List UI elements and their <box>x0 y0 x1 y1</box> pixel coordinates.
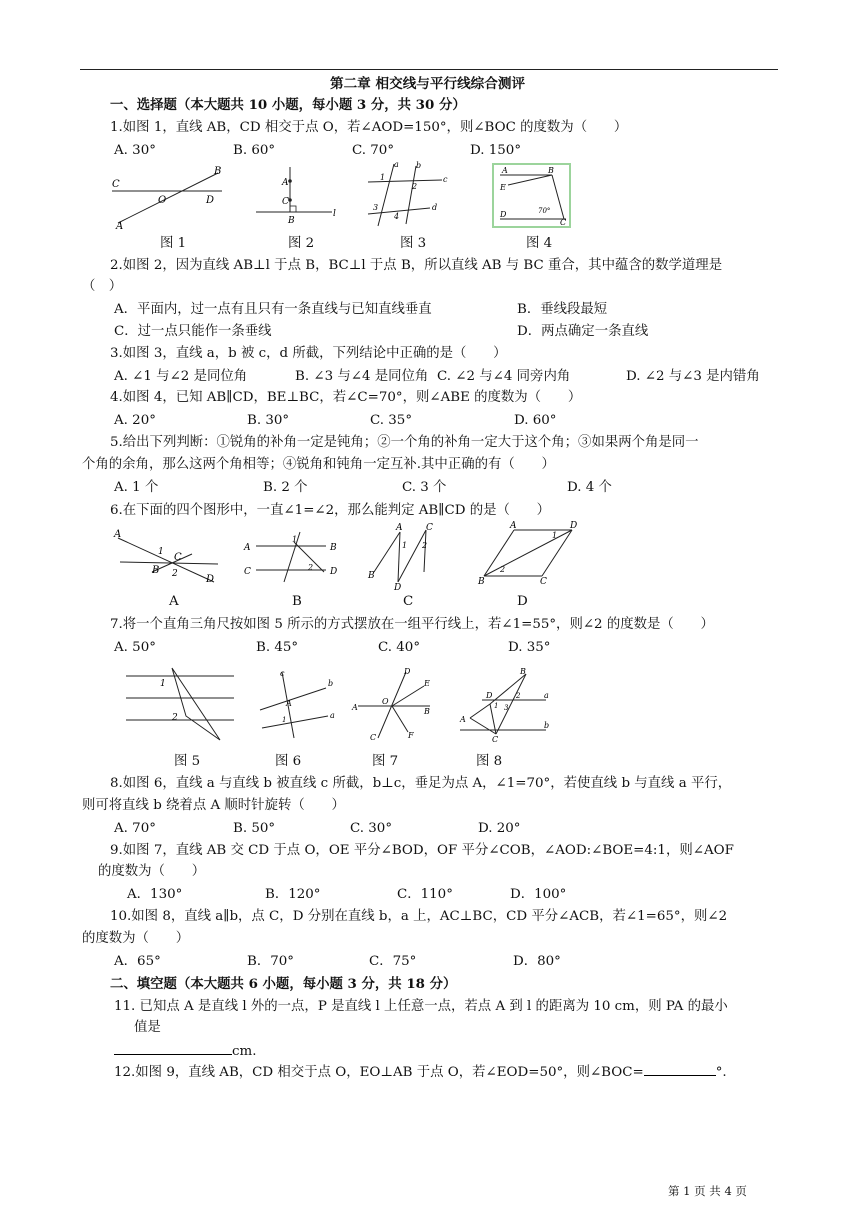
section-2-heading: 二、填空题（本大题共 6 小题，每小题 3 分，共 18 分） <box>110 976 457 992</box>
svg-text:C: C <box>492 735 499 744</box>
svg-text:C: C <box>560 218 567 227</box>
q10-option-a: A．65° <box>114 954 161 969</box>
q5-option-b: B. 2 个 <box>263 480 308 495</box>
svg-text:70°: 70° <box>538 207 551 215</box>
svg-text:C: C <box>174 552 182 563</box>
q1-option-b: B. 60° <box>233 143 276 158</box>
q10-option-b: B．70° <box>247 954 294 969</box>
q2-option-d: D．两点确定一条直线 <box>517 324 649 339</box>
svg-text:C: C <box>112 179 120 190</box>
q10-stem-line-2: 的度数为（ ） <box>82 931 190 946</box>
q6-figure-d <box>474 522 586 588</box>
svg-text:4: 4 <box>394 212 400 221</box>
figure-6 <box>256 668 338 740</box>
q1-option-c: C. 70° <box>352 143 395 158</box>
svg-text:D: D <box>404 667 411 676</box>
q6-stem: 6.在下面的四个图形中，一直∠1=∠2，那么能判定 AB∥CD 的是（ ） <box>110 503 551 518</box>
q4-option-c: C. 35° <box>370 413 413 428</box>
svg-text:C: C <box>244 567 251 577</box>
q3-option-c: C. ∠2 与∠4 同旁内角 <box>437 369 571 384</box>
q2-stem-line-2: （ ） <box>82 279 123 294</box>
svg-text:O: O <box>382 697 389 706</box>
q6-figure-a <box>110 524 226 590</box>
figure-8 <box>456 664 552 744</box>
q6-label-c: C <box>403 594 414 609</box>
svg-text:E: E <box>424 679 430 688</box>
svg-text:1: 1 <box>494 702 499 710</box>
q8-stem-line-1: 8.如图 6，直线 a 与直线 b 被直线 c 所截，b⊥c，垂足为点 A，∠1=70°，若使直线 b 与直线 a 平行， <box>110 776 732 791</box>
svg-text:C: C <box>540 577 547 587</box>
q4-stem: 4.如图 4，已知 AB∥CD，BE⊥BC，若∠C=70°，则∠ABE 的度数为（ ） <box>110 390 582 405</box>
q1-option-d: D. 150° <box>470 143 522 158</box>
svg-text:d: d <box>432 203 438 212</box>
caption-fig-8: 图 8 <box>476 754 503 769</box>
q11-answer-line <box>114 1040 256 1061</box>
svg-text:1: 1 <box>552 531 558 540</box>
svg-text:B: B <box>520 667 526 676</box>
figure-1 <box>110 163 230 231</box>
svg-text:b: b <box>544 721 550 730</box>
q8-option-d: D. 20° <box>478 821 521 836</box>
svg-text:F: F <box>408 731 414 740</box>
q2-stem-line-1: 2.如图 2，因为直线 AB⊥l 于点 B，BC⊥l 于点 B，所以直线 AB 与 BC 重合，其中蕴含的数学道理是 <box>110 258 723 273</box>
svg-text:B: B <box>330 543 337 553</box>
svg-text:3: 3 <box>373 203 379 212</box>
q7-option-d: D. 35° <box>508 640 551 655</box>
svg-text:3: 3 <box>504 704 509 712</box>
q4-option-d: D. 60° <box>514 413 557 428</box>
q1-stem: 1.如图 1，直线 AB，CD 相交于点 O，若∠AOD=150°，则∠BOC 的度数为（ ） <box>110 120 628 135</box>
svg-text:2: 2 <box>516 692 521 700</box>
q12-answer-blank[interactable] <box>644 1061 716 1076</box>
q3-option-a: A. ∠1 与∠2 是同位角 <box>114 369 248 384</box>
q11-unit: cm. <box>232 1044 257 1059</box>
svg-text:A: A <box>244 543 251 553</box>
svg-text:D: D <box>394 583 402 593</box>
svg-text:l: l <box>333 209 336 219</box>
q10-option-d: D．80° <box>513 954 561 969</box>
q6-figure-b <box>242 530 342 582</box>
q2-option-a: A．平面内，过一点有且只有一条直线与已知直线垂直 <box>114 302 432 317</box>
caption-fig-1: 图 1 <box>160 236 187 251</box>
svg-text:b: b <box>328 679 334 688</box>
q11-answer-blank[interactable] <box>114 1040 232 1055</box>
svg-text:1: 1 <box>160 679 166 689</box>
caption-fig-2: 图 2 <box>288 236 315 251</box>
q3-option-b: B. ∠3 与∠4 是同位角 <box>295 369 429 384</box>
figure-7 <box>352 668 432 742</box>
svg-text:A: A <box>502 166 508 175</box>
top-rule <box>80 69 778 70</box>
svg-text:1: 1 <box>282 716 287 724</box>
svg-text:1: 1 <box>380 173 386 182</box>
caption-fig-4: 图 4 <box>526 236 553 251</box>
q8-stem-line-2: 则可将直线 b 绕着点 A 顺时针旋转（ ） <box>82 798 345 813</box>
q3-stem: 3.如图 3，直线 a，b 被 c，d 所截，下列结论中正确的是（ ） <box>110 346 507 361</box>
q5-stem-line-1: 5.给出下列判断：①锐角的补角一定是钝角；②一个角的补角一定大于这个角；③如果两个角是同一 <box>110 435 699 450</box>
q4-option-b: B. 30° <box>247 413 290 428</box>
q9-option-d: D．100° <box>510 887 567 902</box>
svg-text:2: 2 <box>412 182 418 191</box>
q5-option-d: D. 4 个 <box>567 480 612 495</box>
figure-4 <box>492 163 572 229</box>
svg-text:D: D <box>330 567 338 577</box>
q2-option-c: C．过一点只能作一条垂线 <box>114 324 272 339</box>
q12-line <box>114 1061 727 1082</box>
svg-text:D: D <box>486 691 493 700</box>
q10-stem-line-1: 10.如图 8，直线 a∥b，点 C，D 分别在直线 b，a 上，AC⊥BC，CD 平分∠ACB，若∠1=65°，则∠2 <box>110 909 728 924</box>
svg-text:c: c <box>280 669 285 678</box>
q9-stem-line-2: 的度数为（ ） <box>98 864 206 879</box>
svg-text:B: B <box>152 565 160 576</box>
q11-stem-line-2: 值是 <box>134 1020 161 1035</box>
q5-stem-line-2: 个角的余角，那么这两个角相等；④锐角和钝角一定互补.其中正确的有（ ） <box>82 457 555 472</box>
section-1-heading: 一、选择题（本大题共 10 小题，每小题 3 分，共 30 分） <box>110 97 466 113</box>
svg-text:A: A <box>114 529 122 540</box>
svg-text:a: a <box>544 691 549 700</box>
caption-fig-6: 图 6 <box>275 754 302 769</box>
q6-label-b: B <box>292 594 302 609</box>
svg-text:1: 1 <box>158 547 164 557</box>
svg-text:C: C <box>426 523 433 533</box>
q9-stem-line-1: 9.如图 7，直线 AB 交 CD 于点 O，OE 平分∠BOD，OF 平分∠COB，∠AOD:∠BOE=4:1，则∠AOF <box>110 843 734 858</box>
svg-text:b: b <box>416 161 422 170</box>
q11-stem-line-1: 11. 已知点 A 是直线 l 外的一点，P 是直线 l 上任意一点，若点 A 到 l 的距离为 10 cm，则 PA 的最小 <box>114 999 728 1014</box>
svg-text:B: B <box>288 216 295 226</box>
page-footer: 第 1 页 共 4 页 <box>668 1184 747 1198</box>
page-title: 第二章 相交线与平行线综合测评 <box>330 76 526 92</box>
svg-text:2: 2 <box>500 565 506 574</box>
q5-option-c: C. 3 个 <box>402 480 447 495</box>
svg-text:D: D <box>206 574 215 585</box>
svg-text:A: A <box>460 715 466 724</box>
q9-option-b: B．120° <box>265 887 321 902</box>
svg-text:C: C <box>370 733 377 742</box>
q6-figure-c <box>366 523 444 593</box>
svg-text:A: A <box>510 521 517 531</box>
svg-text:O: O <box>158 195 167 206</box>
q7-stem: 7.将一个直角三角尺按如图 5 所示的方式摆放在一组平行线上，若∠1=55°，则∠2 的度数是（ ） <box>110 617 714 632</box>
svg-text:2: 2 <box>172 569 178 579</box>
q2-option-b: B．垂线段最短 <box>517 302 608 317</box>
svg-text:1: 1 <box>292 535 298 544</box>
svg-text:a: a <box>394 160 399 169</box>
q12-stem: 12.如图 9，直线 AB，CD 相交于点 O，EO⊥AB 于点 O，若∠EOD=50°，则∠BOC= <box>114 1065 644 1080</box>
svg-text:A: A <box>396 523 403 533</box>
q9-option-c: C．110° <box>397 887 453 902</box>
svg-text:D: D <box>500 210 507 219</box>
q7-option-c: C. 40° <box>378 640 421 655</box>
svg-text:A: A <box>286 699 292 708</box>
svg-text:2: 2 <box>308 563 314 572</box>
figure-2 <box>254 163 338 231</box>
q10-option-c: C．75° <box>369 954 417 969</box>
svg-text:2: 2 <box>172 713 178 723</box>
q12-end: °. <box>715 1065 727 1080</box>
svg-text:2: 2 <box>422 541 428 550</box>
q7-option-b: B. 45° <box>256 640 299 655</box>
q6-label-d: D <box>517 594 528 609</box>
svg-text:B: B <box>478 577 485 587</box>
svg-text:B: B <box>214 166 222 177</box>
q7-option-a: A. 50° <box>114 640 156 655</box>
svg-text:D: D <box>206 195 215 206</box>
caption-fig-7: 图 7 <box>372 754 399 769</box>
svg-text:A: A <box>352 703 358 712</box>
svg-text:a: a <box>330 711 335 720</box>
figure-5 <box>124 664 238 742</box>
q9-option-a: A．130° <box>127 887 183 902</box>
svg-text:B: B <box>424 707 430 716</box>
q8-option-c: C. 30° <box>350 821 393 836</box>
svg-text:c: c <box>443 175 448 184</box>
svg-text:B: B <box>548 166 554 175</box>
q4-option-a: A. 20° <box>114 413 156 428</box>
svg-text:D: D <box>570 521 578 531</box>
svg-text:E: E <box>500 183 506 192</box>
figure-3 <box>366 160 450 230</box>
q8-option-a: A. 70° <box>114 821 156 836</box>
svg-text:C: C <box>282 197 289 207</box>
caption-fig-5: 图 5 <box>174 754 201 769</box>
svg-text:A: A <box>282 178 289 188</box>
svg-text:1: 1 <box>402 541 408 550</box>
q3-option-d: D. ∠2 与∠3 是内错角 <box>626 369 760 384</box>
q6-label-a: A <box>169 594 179 609</box>
q8-option-b: B. 50° <box>233 821 276 836</box>
caption-fig-3: 图 3 <box>400 236 427 251</box>
svg-text:A: A <box>116 221 124 232</box>
q1-option-a: A. 30° <box>114 143 156 158</box>
q5-option-a: A. 1 个 <box>114 480 159 495</box>
svg-text:B: B <box>368 571 375 581</box>
